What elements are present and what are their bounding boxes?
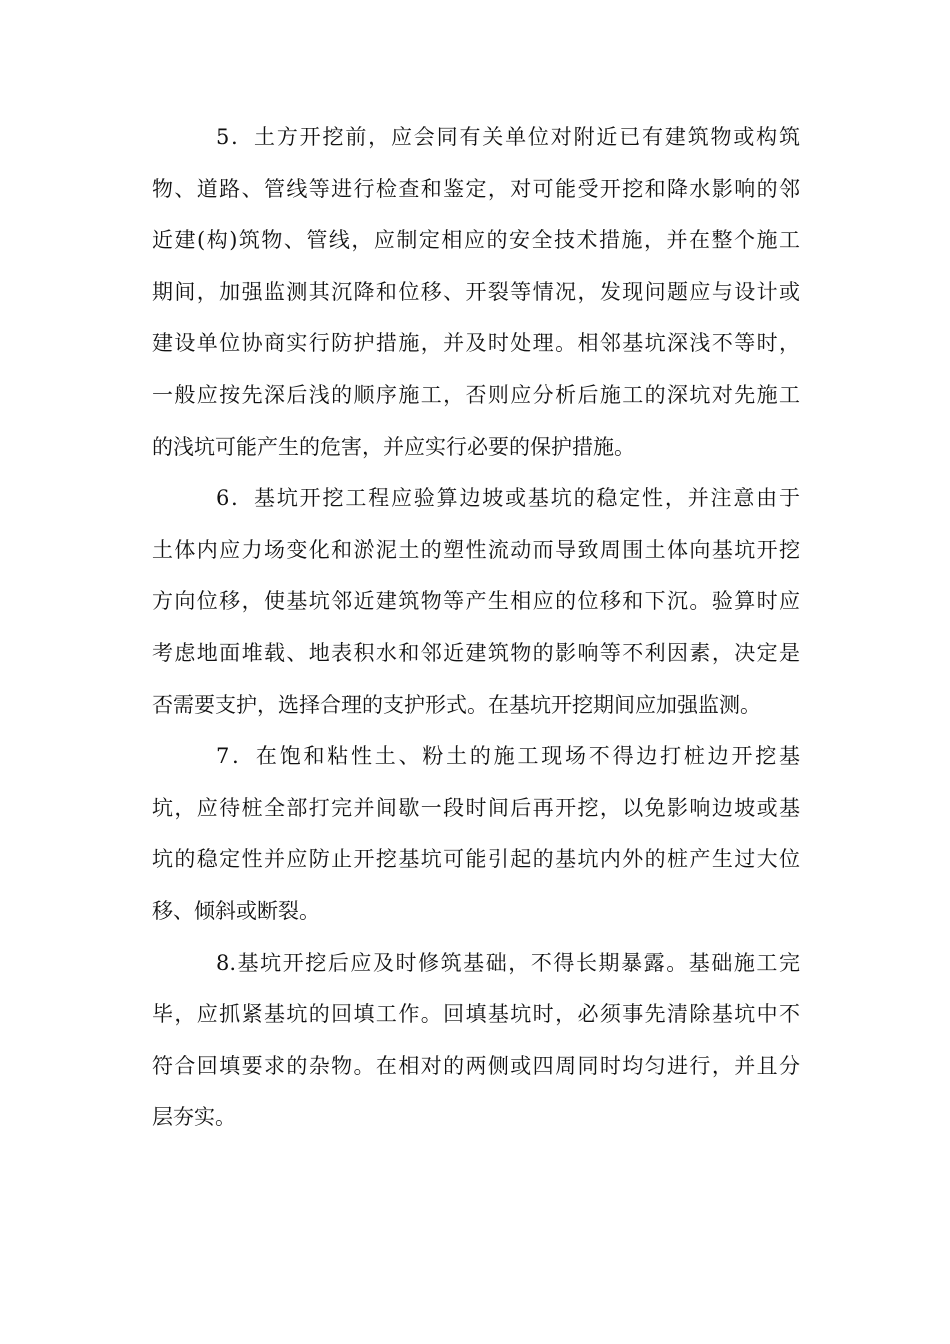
text-line: 毕，应抓紧基坑的回填工作。回填基坑时，必须事先清除基坑中不 bbox=[152, 1002, 800, 1027]
text-line: 8.基坑开挖后应及时修筑基础，不得长期暴露。基础施工完 bbox=[216, 950, 800, 975]
paragraph-5 bbox=[152, 112, 800, 473]
text-line: 否需要支护，选择合理的支护形式。在基坑开挖期间应加强监测。 bbox=[152, 692, 761, 717]
text-line: 层夯实。 bbox=[152, 1105, 236, 1130]
text-line: 的浅坑可能产生的危害，并应实行必要的保护措施。 bbox=[152, 434, 635, 459]
text-line: 期间，加强监测其沉降和位移、开裂等情况，发现问题应与设计或 bbox=[152, 279, 800, 304]
text-line: 物、道路、管线等进行检查和鉴定，对可能受开挖和降水影响的邻 bbox=[152, 176, 800, 201]
text-line: 方向位移，使基坑邻近建筑物等产生相应的位移和下沉。验算时应 bbox=[152, 589, 800, 614]
text-line: 坑的稳定性并应防止开挖基坑可能引起的基坑内外的桩产生过大位 bbox=[152, 847, 800, 872]
text-line: 一般应按先深后浅的顺序施工，否则应分析后施工的深坑对先施工 bbox=[152, 382, 800, 407]
text-line: 建设单位协商实行防护措施，并及时处理。相邻基坑深浅不等时， bbox=[152, 331, 800, 356]
paragraph-7 bbox=[152, 731, 800, 937]
text-line: 5．土方开挖前，应会同有关单位对附近已有建筑物或构筑 bbox=[216, 125, 800, 149]
document-body bbox=[152, 112, 800, 1144]
text-line: 土体内应力场变化和淤泥土的塑性流动而导致周围土体向基坑开挖 bbox=[152, 537, 800, 562]
text-line: 符合回填要求的杂物。在相对的两侧或四周同时均匀进行，并且分 bbox=[152, 1053, 800, 1078]
text-line: 移、倾斜或断裂。 bbox=[152, 898, 320, 923]
text-line: 7．在饱和粘性土、粉土的施工现场不得边打桩边开挖基 bbox=[216, 744, 800, 769]
text-line: 坑，应待桩全部打完并间歇一段时间后再开挖，以免影响边坡或基 bbox=[152, 795, 800, 820]
text-line: 近建(构)筑物、管线，应制定相应的安全技术措施，并在整个施工 bbox=[152, 228, 800, 253]
paragraph-8 bbox=[152, 938, 800, 1144]
paragraph-6 bbox=[152, 473, 800, 731]
text-line: 6．基坑开挖工程应验算边坡或基坑的稳定性，并注意由于 bbox=[216, 486, 800, 511]
text-line: 考虑地面堆载、地表积水和邻近建筑物的影响等不利因素，决定是 bbox=[152, 640, 800, 665]
